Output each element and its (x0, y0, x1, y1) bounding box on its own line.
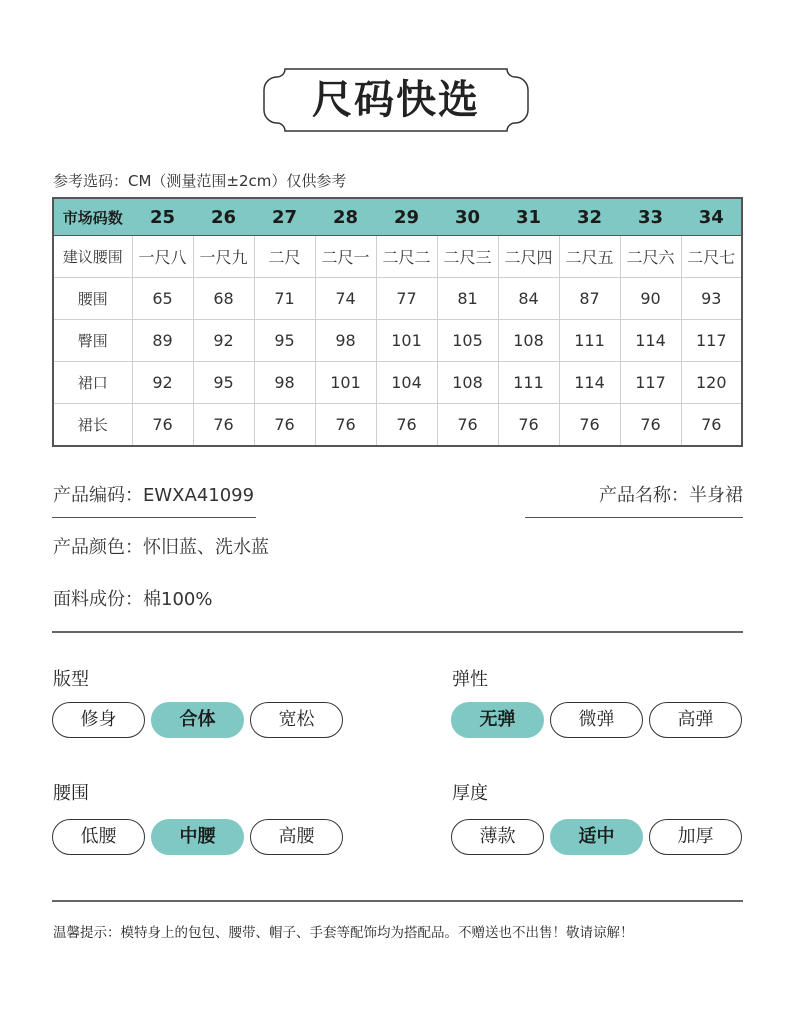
row-label: 裙口 (53, 362, 132, 404)
table-cell: 87 (559, 278, 620, 320)
table-cell: 二尺一 (315, 236, 376, 278)
elasticity-option-0[interactable]: 无弹 (451, 702, 544, 738)
size-header-cell: 31 (498, 198, 559, 236)
table-cell: 90 (620, 278, 681, 320)
divider (52, 517, 256, 518)
row-label: 裙长 (53, 404, 132, 447)
table-cell: 89 (132, 320, 193, 362)
fit-option-0[interactable]: 修身 (52, 702, 145, 738)
size-table (52, 197, 743, 447)
table-cell: 76 (193, 404, 254, 447)
size-header-cell: 26 (193, 198, 254, 236)
table-cell: 92 (132, 362, 193, 404)
table-cell: 68 (193, 278, 254, 320)
row-label: 腰围 (53, 278, 132, 320)
table-cell: 92 (193, 320, 254, 362)
table-cell: 76 (254, 404, 315, 447)
table-cell: 117 (681, 320, 742, 362)
size-header-cell: 32 (559, 198, 620, 236)
section-divider (52, 900, 743, 902)
fit-option-1[interactable]: 合体 (151, 702, 244, 738)
table-cell: 二尺六 (620, 236, 681, 278)
product-color: 产品颜色：怀旧蓝、洗水蓝 (53, 537, 269, 558)
waist-option-1[interactable]: 中腰 (151, 819, 244, 855)
table-cell: 114 (559, 362, 620, 404)
section-divider (52, 631, 743, 633)
table-cell: 76 (132, 404, 193, 447)
row-label: 臀围 (53, 320, 132, 362)
product-fabric: 面料成份：棉100% (53, 589, 213, 610)
table-row (53, 278, 742, 320)
size-header-cell: 28 (315, 198, 376, 236)
table-cell: 117 (620, 362, 681, 404)
size-header-cell: 34 (681, 198, 742, 236)
table-row (53, 236, 742, 278)
table-cell: 76 (559, 404, 620, 447)
header-label: 市场码数 (53, 198, 132, 236)
waist-title: 腰围 (53, 783, 89, 804)
table-cell: 76 (620, 404, 681, 447)
size-header-cell: 33 (620, 198, 681, 236)
table-cell: 114 (620, 320, 681, 362)
waist-option-2[interactable]: 高腰 (250, 819, 343, 855)
thickness-option-1[interactable]: 适中 (550, 819, 643, 855)
table-cell: 74 (315, 278, 376, 320)
table-header-row (53, 198, 742, 236)
size-header-cell: 27 (254, 198, 315, 236)
table-cell: 二尺 (254, 236, 315, 278)
table-cell: 95 (193, 362, 254, 404)
table-cell: 111 (559, 320, 620, 362)
table-cell: 120 (681, 362, 742, 404)
table-cell: 104 (376, 362, 437, 404)
waist-option-0[interactable]: 低腰 (52, 819, 145, 855)
table-cell: 二尺二 (376, 236, 437, 278)
table-cell: 98 (315, 320, 376, 362)
table-row (53, 320, 742, 362)
table-cell: 二尺七 (681, 236, 742, 278)
elasticity-title: 弹性 (452, 669, 488, 690)
elasticity-option-1[interactable]: 微弹 (550, 702, 643, 738)
table-cell: 65 (132, 278, 193, 320)
table-row (53, 404, 742, 447)
table-cell: 77 (376, 278, 437, 320)
table-cell: 二尺三 (437, 236, 498, 278)
table-cell: 76 (437, 404, 498, 447)
reference-note: 参考选码：CM（测量范围±2cm）仅供参考 (53, 172, 347, 190)
size-header-cell: 29 (376, 198, 437, 236)
table-cell: 84 (498, 278, 559, 320)
table-cell: 98 (254, 362, 315, 404)
table-cell: 一尺八 (132, 236, 193, 278)
product-code: 产品编码：EWXA41099 (53, 485, 255, 506)
page-title: 尺码快选 (312, 77, 480, 123)
elasticity-option-2[interactable]: 高弹 (649, 702, 742, 738)
table-cell: 105 (437, 320, 498, 362)
title-banner (263, 68, 529, 132)
thickness-option-0[interactable]: 薄款 (451, 819, 544, 855)
table-cell: 93 (681, 278, 742, 320)
warm-tip: 温馨提示：模特身上的包包、腰带、帽子、手套等配饰均为搭配品。不赠送也不出售！敬请谅解！ (53, 925, 634, 941)
table-cell: 76 (315, 404, 376, 447)
table-cell: 71 (254, 278, 315, 320)
product-name: 产品名称：半身裙 (599, 485, 743, 506)
table-cell: 108 (498, 320, 559, 362)
table-cell: 二尺五 (559, 236, 620, 278)
table-cell: 101 (376, 320, 437, 362)
table-cell: 二尺四 (498, 236, 559, 278)
table-cell: 76 (681, 404, 742, 447)
table-cell: 101 (315, 362, 376, 404)
table-cell: 76 (498, 404, 559, 447)
table-cell: 76 (376, 404, 437, 447)
table-cell: 一尺九 (193, 236, 254, 278)
size-header-cell: 30 (437, 198, 498, 236)
fit-option-2[interactable]: 宽松 (250, 702, 343, 738)
thickness-option-2[interactable]: 加厚 (649, 819, 742, 855)
table-cell: 81 (437, 278, 498, 320)
size-header-cell: 25 (132, 198, 193, 236)
thickness-title: 厚度 (452, 783, 488, 804)
table-row (53, 362, 742, 404)
table-cell: 95 (254, 320, 315, 362)
table-cell: 111 (498, 362, 559, 404)
fit-title: 版型 (53, 669, 89, 690)
table-cell: 108 (437, 362, 498, 404)
row-label: 建议腰围 (53, 236, 132, 278)
divider (525, 517, 743, 518)
